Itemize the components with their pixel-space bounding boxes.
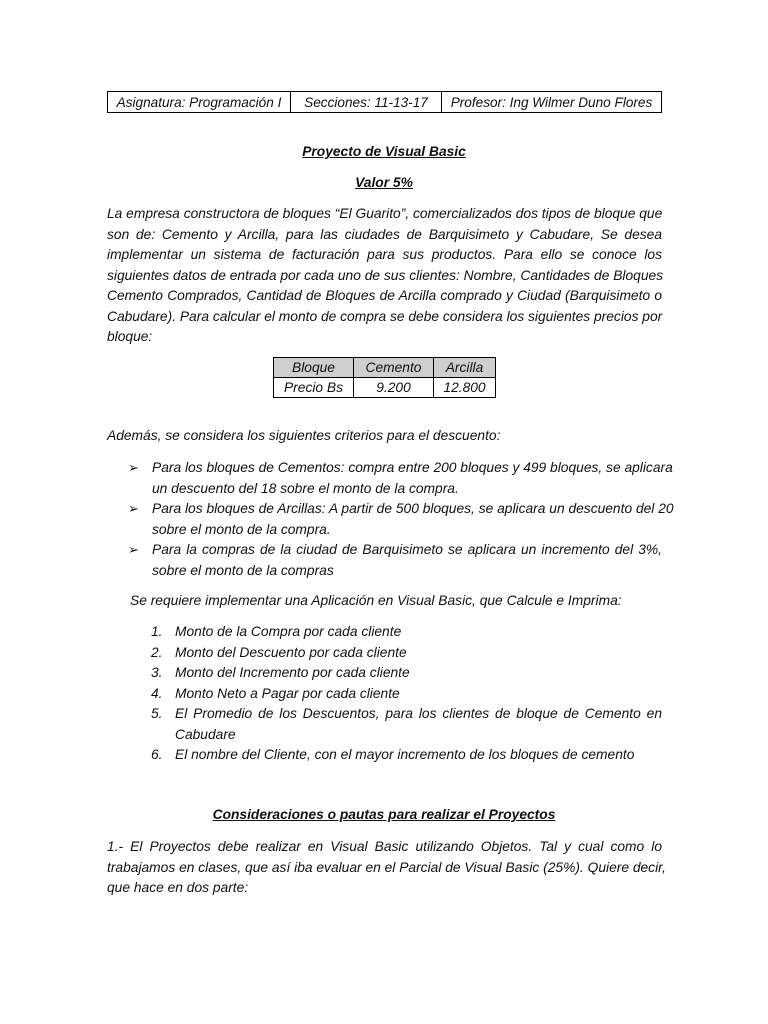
list-item <box>151 622 662 643</box>
arrow-bullet-icon: ➢ <box>128 460 139 475</box>
criteria-line: Para los bloques de Cementos: compra entre 200 bloques y 499 bloques, se aplicara <box>152 460 673 475</box>
list-item <box>128 540 662 581</box>
considerations-title: Consideraciones o pautas para realizar el Proyectos <box>212 807 556 822</box>
intro-line: Cabudare). Para calcular el monto de compra se debe considera los siguientes precios por <box>107 308 663 324</box>
arrow-bullet-icon: ➢ <box>128 501 139 516</box>
requirements-list <box>151 622 662 766</box>
list-item <box>151 663 662 684</box>
criteria-line: sobre el monto de la compra. <box>152 521 331 537</box>
list-number: 5. <box>151 706 163 721</box>
requirement-line: Cabudare <box>175 726 236 742</box>
list-number: 1. <box>151 624 163 639</box>
intro-line: implementar un sistema de facturación para sus productos. Para ello se conoce los <box>107 247 662 262</box>
requirement-intro: Se requiere implementar una Aplicación en Visual Basic, que Calcule e Imprima: <box>130 593 622 608</box>
price-table-header-row <box>274 358 496 378</box>
arrow-bullet-icon: ➢ <box>128 542 139 557</box>
list-number: 2. <box>151 644 163 660</box>
requirement-line: Monto del Descuento por cada cliente <box>175 644 407 660</box>
requirement-line: Monto de la Compra por cada cliente <box>175 624 402 639</box>
list-item <box>128 499 674 540</box>
price-cell: Precio Bs <box>274 378 354 398</box>
sections-cell: Secciones: 11-13-17 <box>291 92 442 113</box>
project-value: Valor 5% <box>355 175 413 190</box>
intro-line: siguientes datos de entrada por cada uno de sus clientes: Nombre, Cantidades de Bloques <box>107 267 664 283</box>
considerations-paragraph <box>107 837 666 899</box>
project-title: Proyecto de Visual Basic <box>302 144 466 159</box>
list-number: 4. <box>151 685 163 701</box>
teacher-cell: Profesor: Ing Wilmer Duno Flores <box>442 92 662 113</box>
considerations-line: 1.- El Proyectos debe realizar en Visual Basic utilizando Objetos. Tal y cual como lo <box>107 839 662 854</box>
price-cell: 12.800 <box>434 378 496 398</box>
criteria-line: un descuento del 18 sobre el monto de la compra. <box>152 480 459 496</box>
price-header-cell: Bloque <box>274 358 354 378</box>
intro-line: bloque: <box>107 329 153 344</box>
intro-line: La empresa constructora de bloques “El Guarito”, comercializados dos tipos de bloque que <box>107 206 663 221</box>
requirement-line: El nombre del Cliente, con el mayor incremento de los bloques de cemento <box>175 747 635 762</box>
discount-intro: Además, se considera los siguientes criterios para el descuento: <box>107 428 501 443</box>
list-item <box>151 684 662 705</box>
intro-line: son de: Cemento y Arcilla, para las ciudades de Barquisimeto y Cabudare, Se desea <box>107 226 662 242</box>
course-header-table <box>107 91 662 113</box>
price-table <box>273 357 496 398</box>
considerations-line: trabajamos en clases, que así iba evaluar en el Parcial de Visual Basic (25%). Quiere decir, <box>107 859 666 875</box>
criteria-line: Para la compras de la ciudad de Barquisimeto se aplicara un incremento del 3%, <box>152 542 662 557</box>
intro-paragraph <box>107 204 662 348</box>
list-item <box>128 458 673 499</box>
list-item <box>151 704 662 745</box>
price-header-cell: Cemento <box>354 358 434 378</box>
price-header-cell: Arcilla <box>434 358 496 378</box>
list-number: 3. <box>151 665 163 680</box>
criteria-line: Para los bloques de Arcillas: A partir de 500 bloques, se aplicara un descuento del 20 <box>152 501 674 516</box>
price-table-row <box>274 378 496 398</box>
criteria-list <box>128 458 674 581</box>
intro-line: Cemento Comprados, Cantidad de Bloques de Arcilla comprado y Ciudad (Barquisimeto o <box>107 288 662 303</box>
criteria-line: sobre el monto de la compras <box>152 562 334 578</box>
list-item <box>151 745 662 766</box>
list-item <box>151 643 662 664</box>
price-cell: 9.200 <box>354 378 434 398</box>
requirement-line: Monto del Incremento por cada cliente <box>175 665 410 680</box>
subject-cell: Asignatura: Programación I <box>108 92 291 113</box>
list-number: 6. <box>151 747 163 762</box>
requirement-line: El Promedio de los Descuentos, para los clientes de bloque de Cemento en <box>175 706 662 721</box>
considerations-line: que hace en dos parte: <box>107 880 249 895</box>
requirement-line: Monto Neto a Pagar por cada cliente <box>175 685 400 701</box>
